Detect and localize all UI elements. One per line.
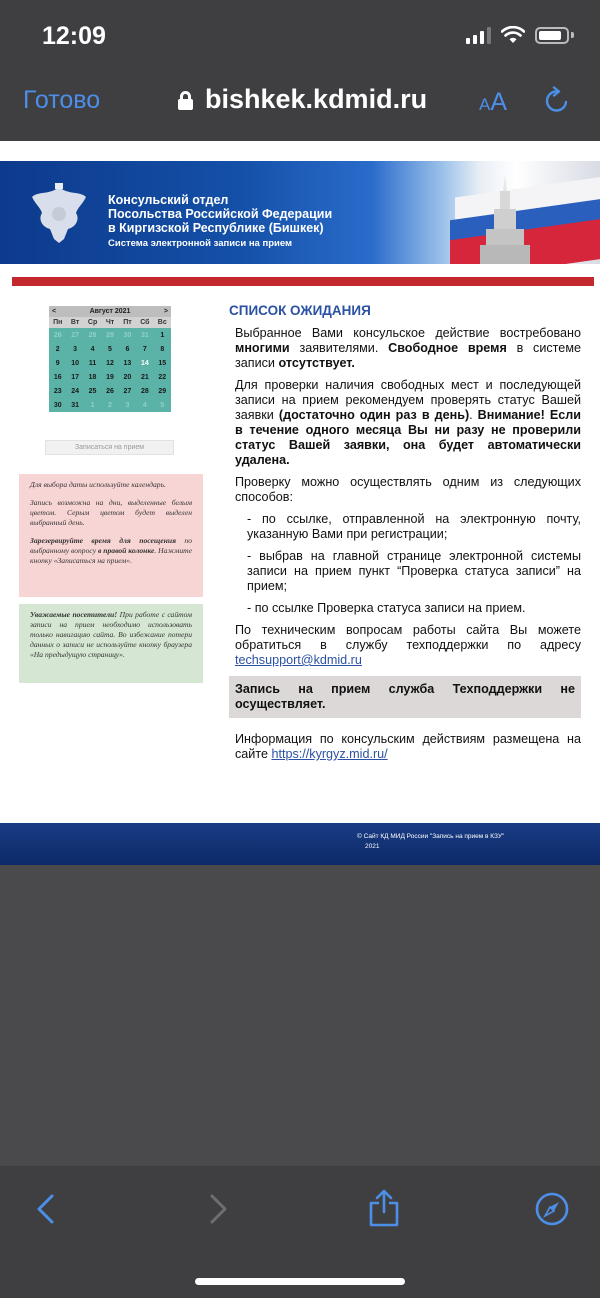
calendar-day: 27 (66, 328, 83, 342)
notice-bold: Уважаемые посетители! (30, 610, 118, 619)
calendar-day: 30 (119, 328, 136, 342)
web-page (0, 141, 600, 865)
calendar-weekdays (49, 317, 171, 328)
hint-text-1: Для выбора даты используйте календарь. (30, 480, 166, 489)
done-button[interactable]: Готово (23, 86, 101, 114)
cellular-signal-icon (466, 26, 491, 44)
p1-d: Свободное время (388, 341, 507, 355)
status-time: 12:09 (42, 22, 106, 50)
calendar-day[interactable]: 18 (84, 370, 101, 384)
calendar-day[interactable]: 12 (101, 356, 118, 370)
paragraph-1 (229, 326, 581, 371)
calendar-day[interactable]: 7 (136, 342, 153, 356)
visitor-notice-box (19, 604, 203, 683)
calendar-prev-button[interactable]: < (52, 308, 57, 315)
banner-subtitle: Система электронной записи на прием (108, 238, 293, 249)
calendar-day[interactable]: 13 (119, 356, 136, 370)
calendar-weekday: Вс (154, 317, 171, 328)
calendar-day[interactable]: 28 (136, 384, 153, 398)
calendar-day[interactable]: 20 (119, 370, 136, 384)
calendar-weekday: Сб (136, 317, 153, 328)
text-size-button[interactable] (479, 88, 507, 117)
calendar-day[interactable]: 5 (101, 342, 118, 356)
calendar-day: 29 (101, 328, 118, 342)
calendar-day: 26 (49, 328, 66, 342)
forward-icon[interactable] (200, 1192, 234, 1226)
calendar-weekday: Вт (66, 317, 83, 328)
calendar-day[interactable]: 31 (66, 398, 83, 412)
main-content (229, 303, 581, 769)
hint-text-3 (30, 536, 192, 566)
aa-small: A (479, 95, 491, 114)
calendar-header (49, 306, 171, 317)
hint-bold-1: Зарезервируйте время для посещения (30, 536, 176, 545)
p1-e: в системе записи (235, 341, 581, 370)
calendar-day[interactable]: 15 (154, 356, 171, 370)
calendar-day[interactable]: 1 (154, 328, 171, 342)
share-icon[interactable] (367, 1188, 401, 1228)
p4-text: По техническим вопросам работы сайта Вы можете обратиться в службу техподдержки по адресу (235, 623, 581, 652)
book-appointment-button[interactable]: Записаться на прием (45, 440, 174, 455)
banner-line-2: Посольства Российской Федерации (108, 207, 333, 221)
site-footer (0, 823, 600, 865)
footer-year: 2021 (365, 843, 380, 850)
calendar-day[interactable]: 22 (154, 370, 171, 384)
calendar-day: 2 (101, 398, 118, 412)
status-icons (466, 26, 574, 44)
calendar-days (49, 328, 171, 412)
calendar-day[interactable]: 8 (154, 342, 171, 356)
home-indicator (195, 1278, 405, 1285)
method-item-1: - по ссылке, отправленной на электронную почту, указанную Вами при регистрации; (247, 512, 581, 541)
p1-b: многими (235, 341, 290, 355)
calendar-day[interactable]: 10 (66, 356, 83, 370)
calendar-day[interactable]: 24 (66, 384, 83, 398)
banner-line-1: Консульский отдел (108, 193, 229, 207)
calendar-day[interactable]: 26 (101, 384, 118, 398)
site-banner (0, 161, 600, 264)
calendar-month: Август 2021 (89, 308, 131, 315)
calendar (49, 306, 171, 412)
calendar-weekday: Ср (84, 317, 101, 328)
battery-tip (571, 32, 574, 38)
red-divider (12, 277, 594, 286)
calendar-day: 31 (136, 328, 153, 342)
hint-bold-2: в правой колонке (97, 546, 155, 555)
calendar-day[interactable]: 19 (101, 370, 118, 384)
battery-icon (535, 27, 569, 44)
calendar-day: 4 (136, 398, 153, 412)
back-icon[interactable] (30, 1192, 64, 1226)
calendar-day[interactable]: 30 (49, 398, 66, 412)
coat-of-arms-icon (28, 181, 90, 245)
calendar-day[interactable]: 17 (66, 370, 83, 384)
calendar-day[interactable]: 9 (49, 356, 66, 370)
notice-span: При работе с сайтом записи на прием необходимо использовать только навигацию сайта. Во избежание потери данных о записи не используйте кнопку браузера «На предыдущую страницу». (30, 610, 192, 659)
url-text: bishkek.kdmid.ru (205, 84, 428, 114)
calendar-weekday: Пт (119, 317, 136, 328)
hint-span-2: . Нажмите кнопку «Записаться на прием». (30, 546, 193, 565)
calendar-day[interactable]: 4 (84, 342, 101, 356)
mid-building-icon (480, 175, 530, 264)
support-warning-box: Запись на прием служба Техподдержки не осуществляет. (229, 676, 581, 718)
calendar-day[interactable]: 21 (136, 370, 153, 384)
hint-span-1: по выбранному вопросу (30, 536, 192, 555)
p1-f: отсутствует. (278, 356, 355, 370)
paragraph-5 (229, 732, 581, 762)
banner-title (108, 193, 332, 235)
p2-c: . (469, 408, 478, 422)
p2-d: Внимание! Если в течение одного месяца Вы ни разу не проверили статус Вашей заявки, она будет автоматически удалена. (235, 408, 581, 467)
calendar-day: 1 (84, 398, 101, 412)
calendar-day: 5 (154, 398, 171, 412)
calendar-day[interactable]: 11 (84, 356, 101, 370)
compass-icon[interactable] (535, 1192, 569, 1226)
calendar-day[interactable]: 25 (84, 384, 101, 398)
calendar-day[interactable]: 29 (154, 384, 171, 398)
p2-b: (достаточно один раз в день) (278, 408, 470, 422)
calendar-day: 28 (84, 328, 101, 342)
calendar-hint-box (19, 474, 203, 597)
support-email-link[interactable]: techsupport@kdmid.ru (235, 653, 362, 667)
calendar-day[interactable]: 27 (119, 384, 136, 398)
method-item-3: - по ссылке Проверка статуса записи на прием. (247, 601, 526, 615)
paragraph-4 (229, 623, 581, 668)
wifi-icon (501, 26, 525, 44)
calendar-day[interactable]: 3 (66, 342, 83, 356)
address-bar[interactable] (178, 84, 427, 115)
site-link[interactable]: https://kyrgyz.mid.ru/ (271, 747, 388, 761)
calendar-day[interactable]: 14 (136, 356, 153, 370)
hint-text-2: Запись возможна на дни, выделенные белым цветом. Серым цветом будет выделен выбранный день. (30, 498, 192, 527)
calendar-next-button[interactable]: > (163, 308, 168, 315)
visitor-notice-text (30, 610, 192, 660)
aa-large: A (490, 88, 508, 116)
calendar-day: 3 (119, 398, 136, 412)
page-title: СПИСОК ОЖИДАНИЯ (229, 303, 371, 318)
p5-text: Информация по консульским действиям размещена на сайте (235, 732, 581, 761)
paragraph-2 (229, 378, 581, 468)
browser-header (0, 0, 600, 141)
footer-copyright: © Сайт КД МИД России "Запись на прием в КЗУ" (357, 833, 505, 840)
calendar-weekday: Чт (101, 317, 118, 328)
p1-a: Выбранное Вами консульское действие востребовано (235, 326, 581, 340)
calendar-day[interactable]: 23 (49, 384, 66, 398)
banner-line-3: в Киргизской Республике (Бишкек) (108, 221, 324, 235)
browser-toolbar (0, 1166, 600, 1298)
p1-c: заявителями. (289, 341, 389, 355)
calendar-day[interactable]: 16 (49, 370, 66, 384)
reload-icon[interactable] (542, 86, 572, 116)
calendar-day[interactable]: 6 (119, 342, 136, 356)
paragraph-3: Проверку можно осуществлять одним из следующих способов: (235, 475, 581, 504)
p2-a: Для проверки наличия свободных мест и последующей записи на прием рекомендуем проверять статус Вашей заявки (235, 378, 581, 422)
calendar-day[interactable]: 2 (49, 342, 66, 356)
lock-icon (178, 91, 193, 109)
method-item-2: - выбрав на главной странице электронной системы записи на прием пункт “Проверка статуса записи” на прием; (247, 549, 581, 593)
calendar-weekday: Пн (49, 317, 66, 328)
